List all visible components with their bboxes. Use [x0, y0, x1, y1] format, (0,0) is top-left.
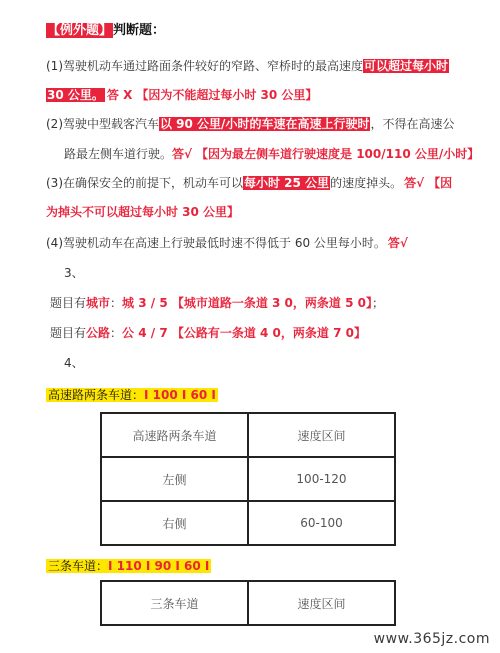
- question-1-line-2: 30 公里。 答 X 【因为不能超过每小时 30 公里】: [47, 88, 318, 102]
- q1-highlight: 可以超过每小时: [364, 59, 449, 73]
- table-header-cell: 三条车道: [101, 581, 248, 625]
- table-header-cell: 速度区间: [248, 413, 395, 457]
- table-header-row: [101, 581, 395, 625]
- q2-highlight: 以 90 公里/小时的车速在高速上行驶时: [160, 117, 370, 131]
- question-3-line-2: [46, 203, 500, 221]
- question-1-line-1: (1)驾驶机动车通过路面条件较好的窄路、窄桥时的最高速度可以超过每小时: [46, 59, 449, 73]
- q1-reason: 【因为不能超过每小时 30 公里】: [136, 88, 318, 102]
- city-answer: 城 3 / 5 【城市道路一条道 3 0，两条道 5 0】: [122, 296, 372, 310]
- table-cell: 60-100: [248, 501, 395, 545]
- q2-answer: 答√: [172, 147, 193, 161]
- three-lane-values: I 110 I 90 I 60 I: [108, 559, 210, 573]
- table-header-cell: 速度区间: [248, 581, 395, 625]
- example-tag: 【例外题】: [47, 23, 113, 38]
- section-3-highway-line: 题目有公路：公 4 / 7 【公路有一条道 4 0，两条道 7 0】: [50, 326, 366, 340]
- site-watermark: www.365jz.com: [373, 631, 490, 647]
- table-cell: 右侧: [101, 501, 248, 545]
- q3-highlight: 每小时 25 公里: [244, 176, 330, 190]
- question-3-line-1: (3)在确保安全的前提下，机动车可以每小时 25 公里的速度掉头。 答√ 【因: [46, 176, 453, 190]
- two-lane-speed-table: [100, 412, 396, 546]
- q3-answer: 答√: [404, 176, 425, 190]
- section-3-number: 3、: [64, 266, 84, 280]
- section-header: [46, 22, 500, 40]
- table-header-row: [101, 413, 395, 457]
- section-3-city-line: 题目有城市：城 3 / 5 【城市道路一条道 3 0，两条道 5 0】；: [50, 296, 384, 310]
- header-title: 判断题：: [113, 23, 166, 38]
- table-cell: 左侧: [101, 457, 248, 501]
- section-4-number: 4、: [64, 356, 84, 370]
- table-row: [101, 457, 395, 501]
- highway-keyword: 公路: [86, 326, 111, 340]
- table-header-cell: 高速路两条车道: [101, 413, 248, 457]
- three-lane-speed-table: [100, 580, 396, 626]
- question-2-line-1: (2)驾驶中型载客汽车以 90 公里/小时的车速在高速上行驶时，不得在高速公: [46, 117, 455, 131]
- two-lane-label: 高速路两条车道：I 100 I 60 I: [48, 388, 216, 402]
- q1-answer: 答 X: [106, 88, 133, 102]
- highway-answer: 公 4 / 7 【公路有一条道 4 0，两条道 7 0】: [122, 326, 366, 340]
- question-4: (4)驾驶机动车在高速上行驶最低时速不得低于 60 公里每小时。 答√: [46, 236, 408, 250]
- q4-answer: 答√: [387, 236, 408, 250]
- two-lane-values: I 100 I 60 I: [144, 388, 216, 402]
- q2-reason: 【因为最左侧车道行驶速度是 100/110 公里/小时】: [196, 147, 480, 161]
- table-cell: 100-120: [248, 457, 395, 501]
- q3-reason: 为掉头不可以超过每小时 30 公里】: [46, 205, 240, 219]
- city-keyword: 城市: [86, 296, 111, 310]
- question-2-line-2: 路最左侧车道行驶。答√ 【因为最左侧车道行驶速度是 100/110 公里/小时】: [64, 147, 480, 161]
- table-row: [101, 501, 395, 545]
- three-lane-label: 三条车道：I 110 I 90 I 60 I: [48, 559, 210, 573]
